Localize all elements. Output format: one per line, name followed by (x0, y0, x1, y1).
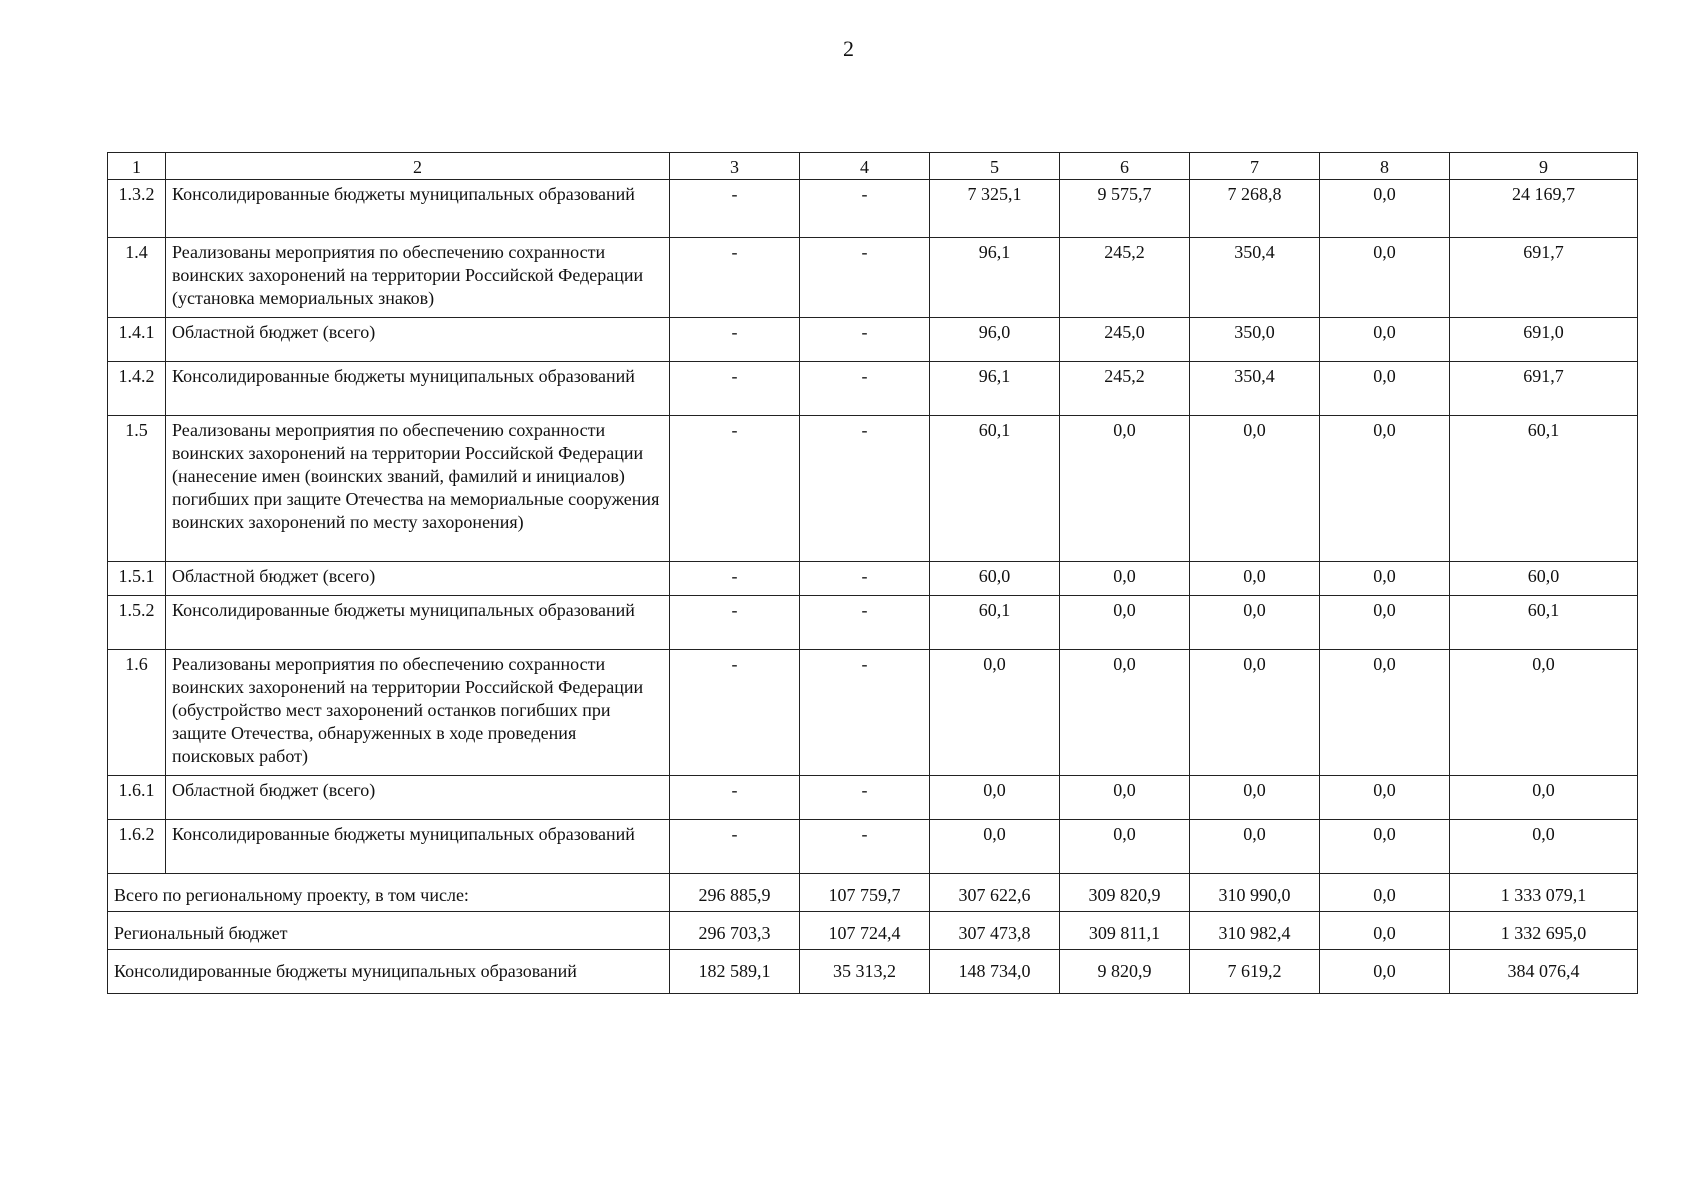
row-value: 0,0 (1060, 596, 1190, 650)
total-value: 307 473,8 (930, 912, 1060, 950)
row-value: 691,0 (1450, 318, 1638, 362)
header-row (108, 153, 1638, 180)
total-value: 7 619,2 (1190, 950, 1320, 994)
row-value: 60,0 (930, 562, 1060, 596)
row-value: 691,7 (1450, 238, 1638, 318)
row-name: Консолидированные бюджеты муниципальных образований (166, 362, 670, 416)
row-value: 0,0 (1320, 820, 1450, 874)
row-value: 0,0 (1060, 776, 1190, 820)
row-name: Областной бюджет (всего) (166, 318, 670, 362)
row-value: 24 169,7 (1450, 180, 1638, 238)
row-value: 0,0 (1060, 562, 1190, 596)
row-value: - (800, 318, 930, 362)
row-value: 0,0 (1320, 238, 1450, 318)
total-label: Консолидированные бюджеты муниципальных образований (108, 950, 670, 994)
row-value: - (800, 596, 930, 650)
row-code: 1.6.1 (108, 776, 166, 820)
total-value: 309 811,1 (1060, 912, 1190, 950)
row-name: Консолидированные бюджеты муниципальных образований (166, 820, 670, 874)
row-value: 0,0 (930, 776, 1060, 820)
row-value: 7 325,1 (930, 180, 1060, 238)
row-value: - (800, 562, 930, 596)
total-row (108, 912, 1638, 950)
row-value: 96,0 (930, 318, 1060, 362)
row-value: 691,7 (1450, 362, 1638, 416)
table-row (108, 596, 1638, 650)
table-row (108, 820, 1638, 874)
row-value: - (670, 562, 800, 596)
row-value: 245,0 (1060, 318, 1190, 362)
row-value: - (800, 650, 930, 776)
row-value: - (670, 820, 800, 874)
row-value: - (670, 238, 800, 318)
total-label: Всего по региональному проекту, в том числе: (108, 874, 670, 912)
row-name: Консолидированные бюджеты муниципальных образований (166, 180, 670, 238)
total-value: 35 313,2 (800, 950, 930, 994)
table-row (108, 562, 1638, 596)
total-value: 296 885,9 (670, 874, 800, 912)
row-name: Областной бюджет (всего) (166, 562, 670, 596)
column-header: 2 (166, 153, 670, 180)
row-value: 0,0 (930, 820, 1060, 874)
row-value: 0,0 (1450, 776, 1638, 820)
row-code: 1.5 (108, 416, 166, 562)
row-code: 1.3.2 (108, 180, 166, 238)
row-value: 0,0 (1450, 650, 1638, 776)
column-header: 9 (1450, 153, 1638, 180)
row-value: 0,0 (1320, 562, 1450, 596)
row-code: 1.5.1 (108, 562, 166, 596)
column-header: 6 (1060, 153, 1190, 180)
row-value: - (800, 820, 930, 874)
row-value: 245,2 (1060, 238, 1190, 318)
row-value: 60,1 (1450, 596, 1638, 650)
row-value: 96,1 (930, 238, 1060, 318)
row-code: 1.4 (108, 238, 166, 318)
row-name: Реализованы мероприятия по обеспечению сохранности воинских захоронений на территории Российской Федерации (обустройство мест захоронений останков погибших при защите Отечества, обнаруженных в ходе проведения поисковых работ) (166, 650, 670, 776)
row-value: - (670, 318, 800, 362)
row-name: Реализованы мероприятия по обеспечению сохранности воинских захоронений на территории Российской Федерации (установка мемориальных знаков) (166, 238, 670, 318)
row-name: Областной бюджет (всего) (166, 776, 670, 820)
total-value: 182 589,1 (670, 950, 800, 994)
column-header: 7 (1190, 153, 1320, 180)
row-value: - (800, 362, 930, 416)
total-value: 0,0 (1320, 950, 1450, 994)
table-row (108, 318, 1638, 362)
row-value: - (670, 362, 800, 416)
row-value: 0,0 (1320, 776, 1450, 820)
row-value: - (800, 180, 930, 238)
row-value: 0,0 (1320, 318, 1450, 362)
row-value: - (800, 416, 930, 562)
row-value: 0,0 (1190, 596, 1320, 650)
row-value: 0,0 (1320, 650, 1450, 776)
total-value: 309 820,9 (1060, 874, 1190, 912)
row-code: 1.5.2 (108, 596, 166, 650)
row-value: 245,2 (1060, 362, 1190, 416)
page-number: 2 (843, 36, 854, 61)
row-value: 350,4 (1190, 238, 1320, 318)
total-value: 307 622,6 (930, 874, 1060, 912)
row-value: 9 575,7 (1060, 180, 1190, 238)
row-value: 0,0 (1320, 416, 1450, 562)
row-value: 0,0 (1320, 180, 1450, 238)
row-code: 1.4.1 (108, 318, 166, 362)
total-value: 148 734,0 (930, 950, 1060, 994)
total-value: 310 982,4 (1190, 912, 1320, 950)
total-value: 1 332 695,0 (1450, 912, 1638, 950)
column-header: 1 (108, 153, 166, 180)
row-value: 60,0 (1450, 562, 1638, 596)
total-value: 107 759,7 (800, 874, 930, 912)
table-row (108, 362, 1638, 416)
table-row (108, 180, 1638, 238)
row-value: - (670, 180, 800, 238)
total-value: 0,0 (1320, 912, 1450, 950)
column-header: 4 (800, 153, 930, 180)
row-name: Консолидированные бюджеты муниципальных образований (166, 596, 670, 650)
row-value: 0,0 (930, 650, 1060, 776)
row-value: 0,0 (1060, 820, 1190, 874)
row-value: - (800, 238, 930, 318)
row-code: 1.6 (108, 650, 166, 776)
row-value: - (670, 650, 800, 776)
total-row (108, 950, 1638, 994)
row-value: 96,1 (930, 362, 1060, 416)
total-label: Региональный бюджет (108, 912, 670, 950)
row-name: Реализованы мероприятия по обеспечению сохранности воинских захоронений на территории Российской Федерации (нанесение имен (воинских званий, фамилий и инициалов) погибших при защите Отечества на мемориальные сооружения воинских захоронений по месту захоронения) (166, 416, 670, 562)
table-row (108, 650, 1638, 776)
table-row (108, 776, 1638, 820)
budget-table (107, 152, 1638, 994)
table-row (108, 238, 1638, 318)
column-header: 8 (1320, 153, 1450, 180)
row-value: 0,0 (1060, 416, 1190, 562)
row-value: - (670, 596, 800, 650)
row-value: 0,0 (1190, 820, 1320, 874)
row-value: 0,0 (1190, 650, 1320, 776)
column-header: 3 (670, 153, 800, 180)
total-value: 9 820,9 (1060, 950, 1190, 994)
total-value: 0,0 (1320, 874, 1450, 912)
total-value: 1 333 079,1 (1450, 874, 1638, 912)
row-value: 0,0 (1450, 820, 1638, 874)
row-value: 0,0 (1190, 562, 1320, 596)
total-value: 310 990,0 (1190, 874, 1320, 912)
row-value: 0,0 (1060, 650, 1190, 776)
row-code: 1.4.2 (108, 362, 166, 416)
row-value: 60,1 (930, 416, 1060, 562)
row-value: 60,1 (930, 596, 1060, 650)
row-value: 0,0 (1190, 776, 1320, 820)
row-value: 0,0 (1320, 362, 1450, 416)
total-row (108, 874, 1638, 912)
row-value: 0,0 (1320, 596, 1450, 650)
total-value: 296 703,3 (670, 912, 800, 950)
row-value: - (670, 416, 800, 562)
row-value: 0,0 (1190, 416, 1320, 562)
total-value: 384 076,4 (1450, 950, 1638, 994)
row-value: 350,4 (1190, 362, 1320, 416)
row-code: 1.6.2 (108, 820, 166, 874)
row-value: 60,1 (1450, 416, 1638, 562)
row-value: - (670, 776, 800, 820)
row-value: - (800, 776, 930, 820)
column-header: 5 (930, 153, 1060, 180)
row-value: 350,0 (1190, 318, 1320, 362)
table-row (108, 416, 1638, 562)
table-body (108, 153, 1638, 994)
total-value: 107 724,4 (800, 912, 930, 950)
row-value: 7 268,8 (1190, 180, 1320, 238)
